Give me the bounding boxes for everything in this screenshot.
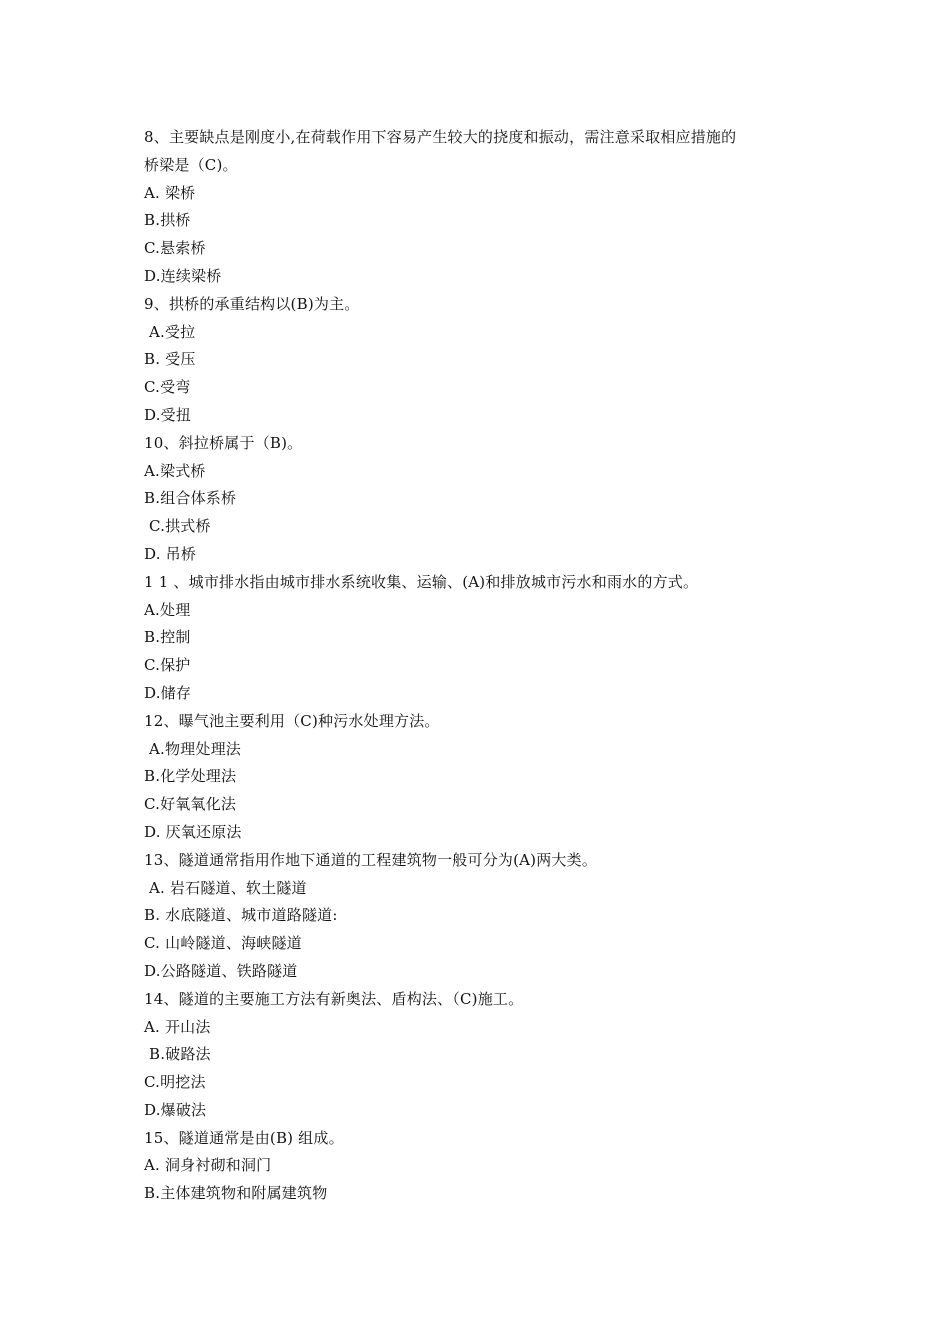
question-text: 桥梁是（C)。 <box>144 155 238 174</box>
answer-option: A. 洞身衬砌和洞门 <box>144 1156 272 1175</box>
answer-option: C. 山岭隧道、海峡隧道 <box>144 934 302 953</box>
answer-option: D.受扭 <box>144 405 192 424</box>
answer-option: C.保护 <box>144 656 191 675</box>
question-text: 15、隧道通常是由(B) 组成。 <box>144 1128 344 1147</box>
answer-option: A.处理 <box>144 600 191 619</box>
answer-option: B. 水底隧道、城市道路隧道: <box>144 906 338 925</box>
answer-option: B.拱桥 <box>144 211 191 230</box>
answer-option: B. 受压 <box>144 350 196 369</box>
answer-option: B.主体建筑物和附属建筑物 <box>144 1184 328 1203</box>
answer-option: A.梁式桥 <box>144 461 206 480</box>
answer-option: D. 吊桥 <box>144 544 197 563</box>
answer-option: D. 厌氧还原法 <box>144 822 242 841</box>
answer-option: C.悬索桥 <box>144 239 206 258</box>
answer-option: D.公路隧道、铁路隧道 <box>144 961 298 980</box>
document-page <box>144 124 814 1208</box>
question-text: 13、隧道通常指用作地下通道的工程建筑物一般可分为(A)两大类。 <box>144 850 598 869</box>
answer-option: A.物理处理法 <box>144 739 241 758</box>
answer-option: D.连续梁桥 <box>144 266 222 285</box>
question-text: 8、主要缺点是刚度小,在荷载作用下容易产生较大的挠度和振动，需注意采取相应措施的 <box>144 128 737 146</box>
question-text: 9、拱桥的承重结构以(B)为主。 <box>144 294 360 313</box>
answer-option: C.明挖法 <box>144 1073 206 1092</box>
answer-option: C.受弯 <box>144 378 191 397</box>
answer-option: B.化学处理法 <box>144 767 237 786</box>
question-text: 10、斜拉桥属于（B)。 <box>144 433 303 452</box>
answer-option: C.好氧氧化法 <box>144 795 237 814</box>
answer-option: B.组合体系桥 <box>144 489 237 508</box>
answer-option: C.拱式桥 <box>144 517 211 536</box>
answer-option: B.控制 <box>144 628 191 647</box>
answer-option: D.爆破法 <box>144 1100 207 1119</box>
question-text: 12、曝气池主要利用（C)种污水处理方法。 <box>144 711 440 730</box>
question-text: 1 1 、城市排水指由城市排水系统收集、运输、(A)和排放城市污水和雨水的方式。 <box>144 572 699 591</box>
answer-option: A. 开山法 <box>144 1017 211 1036</box>
answer-option: A. 梁桥 <box>144 183 196 202</box>
answer-option: A. 岩石隧道、软土隧道 <box>144 878 307 897</box>
answer-option: A.受拉 <box>144 322 196 341</box>
answer-option: B.破路法 <box>144 1045 211 1064</box>
answer-option: D.储存 <box>144 683 192 702</box>
question-text: 14、隧道的主要施工方法有新奥法、盾构法、（C)施工。 <box>144 989 524 1008</box>
